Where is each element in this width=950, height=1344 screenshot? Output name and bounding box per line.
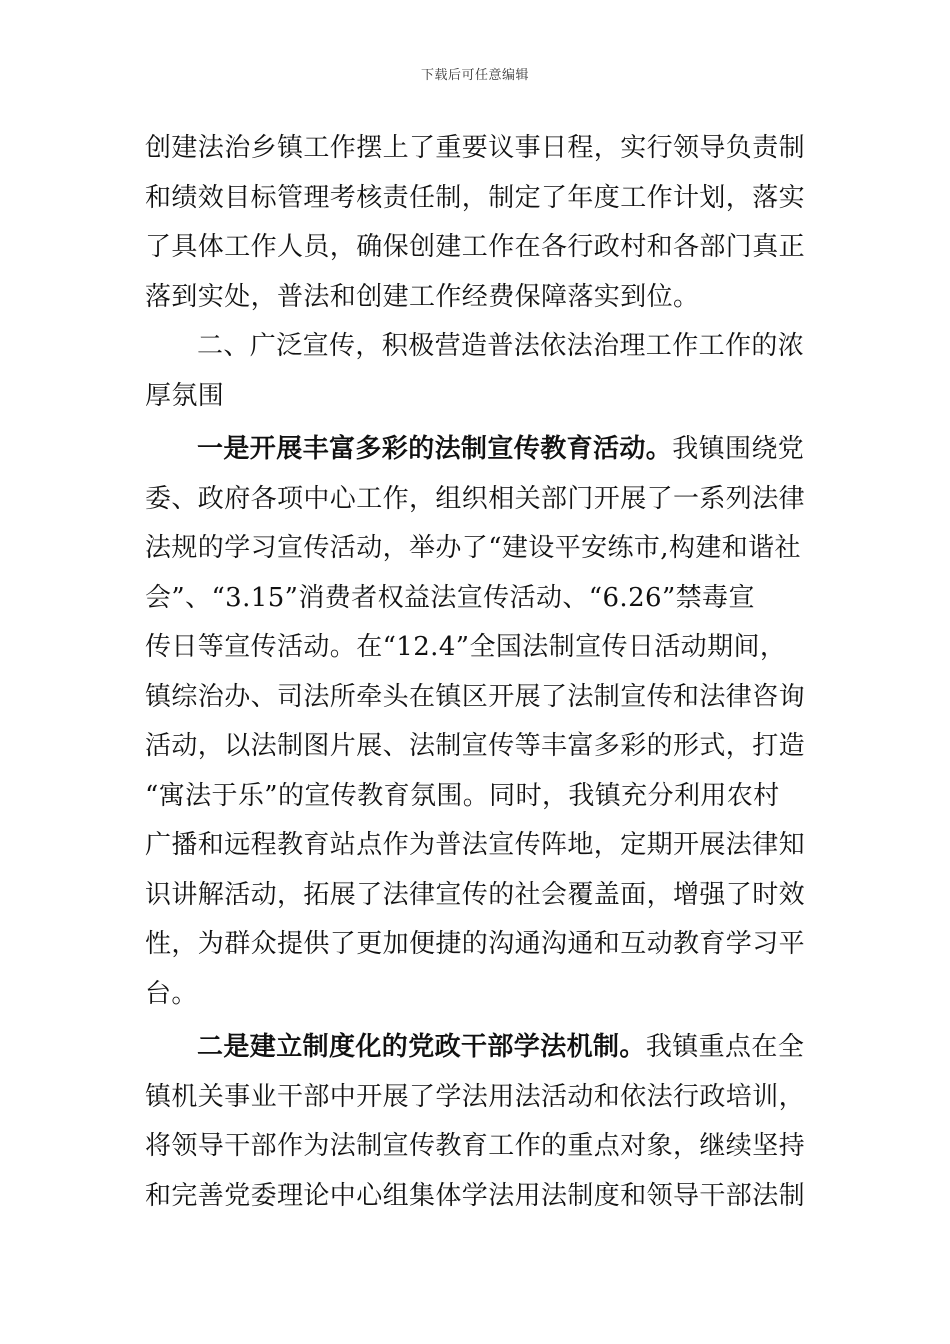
- text-line: 创建法治乡镇工作摆上了重要议事日程，实行领导负责制: [145, 133, 806, 163]
- text-line: 法规的学习宣传活动，举办了“建设平安练市,构建和谐社: [145, 533, 801, 563]
- paragraph: [145, 124, 805, 322]
- text-line: 镇综治办、司法所牵头在镇区开展了法制宣传和法律咨询: [145, 681, 806, 712]
- paragraph-lead-bold: 二是建立制度化的党政干部学法机制。: [197, 1032, 646, 1062]
- document-body: [145, 124, 805, 1221]
- text-line: 镇机关事业干部中开展了学法用法活动和依法行政培训，: [145, 1081, 806, 1112]
- paragraph-lead-rest: 我镇重点在全: [645, 1032, 805, 1062]
- text-line: 传日等宣传活动。在“12.4”全国法制宣传日活动期间，: [145, 632, 787, 662]
- text-line: 会”、“3.15”消费者权益法宣传活动、“6.26”禁毒宣: [145, 582, 755, 613]
- text-line: 性，为群众提供了更加便捷的沟通沟通和互动教育学习平: [145, 929, 806, 959]
- text-line: 活动，以法制图片展、法制宣传等丰富多彩的形式，打造: [145, 731, 806, 761]
- text-line: 识讲解活动，拓展了法律宣传的社会覆盖面，增强了时效: [145, 879, 806, 910]
- section-heading: [145, 322, 805, 421]
- text-line: 将领导干部作为法制宣传教育工作的重点对象，继续坚持: [145, 1131, 806, 1161]
- text-line: 台。: [145, 978, 198, 1009]
- paragraph-first-line: [145, 1023, 805, 1073]
- paragraph-lead-rest: 我镇围绕党: [672, 434, 805, 464]
- paragraph-first-line: [145, 425, 805, 475]
- text-line: 委、政府各项中心工作，组织相关部门开展了一系列法律: [145, 483, 806, 514]
- page-header: 下载后可任意编辑: [420, 68, 529, 83]
- text-line: 二、广泛宣传，积极营造普法依法治理工作工作的浓: [197, 331, 805, 361]
- text-line: 了具体工作人员，确保创建工作在各行政村和各部门真正: [145, 232, 806, 262]
- paragraph-lead-bold: 一是开展丰富多彩的法制宣传教育活动。: [197, 434, 673, 464]
- paragraph: [145, 1023, 805, 1221]
- text-line: 厚氛围: [145, 380, 225, 411]
- text-line: “寓法于乐”的宣传教育氛围。同时，我镇充分利用农村: [145, 780, 780, 811]
- text-line: 和完善党委理论中心组集体学法用法制度和领导干部法制: [145, 1180, 806, 1211]
- text-line: 广播和远程教育站点作为普法宣传阵地，定期开展法律知: [145, 830, 806, 860]
- text-line: 落到实处，普法和创建工作经费保障落实到位。: [145, 281, 700, 312]
- text-line: 和绩效目标管理考核责任制，制定了年度工作计划，落实: [145, 182, 806, 213]
- paragraph: [145, 425, 805, 1019]
